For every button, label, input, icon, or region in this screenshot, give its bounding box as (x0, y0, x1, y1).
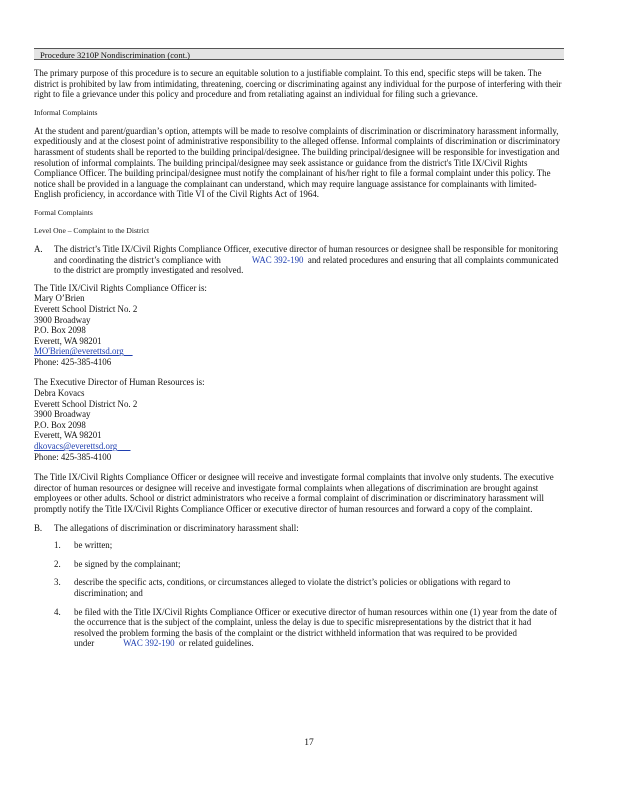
compliance-officer-contact (34, 283, 562, 368)
officer-email-link[interactable]: MO'Brien@everettsd.org (34, 346, 124, 357)
list-item: 3. describe the specific acts, conditions, or circumstances alleged to violate the district’s policies or obligations with regard to discrimination; and (54, 577, 511, 598)
officer-city: Everett, WA 98201 (34, 335, 102, 346)
officer-intro: The Title IX/Civil Rights Compliance Officer is: (34, 282, 207, 293)
item-b-label: B. (34, 522, 43, 533)
list-item: 1. be written; (54, 540, 113, 551)
officer-street: 3900 Broadway (34, 314, 91, 325)
intro-paragraph: The primary purpose of this procedure is to secure an equitable solution to a justifiable complaint. To this end, specific steps will be taken. The district is prohibited by law from intimidating, threatening, coercing or discriminating against any individual for the purpose of interfering with their right to file a grievance under this policy and procedure and from retaliating against an individual for filing such a grievance. (34, 68, 562, 100)
formal-complaints-heading: Formal Complaints (34, 207, 93, 217)
page-number: 17 (304, 738, 314, 748)
officer-phone: Phone: 425-385-4106 (34, 356, 112, 367)
allegation-requirements-list (34, 540, 562, 649)
hr-director-contact (34, 377, 562, 462)
level-one-heading: Level One – Complaint to the District (34, 225, 150, 235)
officer-org: Everett School District No. 2 (34, 303, 138, 314)
procedure-header: Procedure 3210P Nondiscrimination (cont.) (34, 48, 564, 60)
hr-email-link[interactable]: dkovacs@everettsd.org (34, 441, 118, 452)
item-a (34, 244, 562, 276)
wac-link[interactable]: WAC 392-190 (123, 638, 175, 649)
informal-complaints-heading: Informal Complaints (34, 107, 98, 117)
item-b (34, 523, 562, 534)
hr-po-box: P.O. Box 2098 (34, 419, 86, 430)
hr-street: 3900 Broadway (34, 409, 91, 420)
informal-complaints-paragraph: At the student and parent/guardian’s option, attempts will be made to resolve complaints of discrimination or discriminatory harassment informally, expeditiously and at the closest point of administrative responsibility to the alleged offense. Informal complaints of discrimination or discriminatory harassment of students shall be reported to the building principal/designee. The building principal/designee will be responsible for investigation and resolution of informal complaints. The building principal/designee may seek assistance or guidance from the district's Title IX/Civil Rights Compliance Officer. The building principal/designee must notify the complainant of his/her right to file a formal complaint under this policy. The notice shall be provided in a language the complainant can understand, which may require language assistance for complainants with limited-English proficiency, in accordance with Title VI of the Civil Rights Act of 1964. (34, 125, 561, 200)
list-item: 4. be filed with the Title IX/Civil Rights Compliance Officer or executive director of human resources within one (1) year from the date of the occurrence that is the subject of the complaint, unless the delay is due to specific misrepresentations by the district that it had resolved the problem forming the basis of the complaint or the district withheld information that was required to be provided under WAC 392-190 or related guidelines. (54, 606, 557, 649)
hr-city: Everett, WA 98201 (34, 430, 102, 441)
investigation-paragraph: The Title IX/Civil Rights Compliance Officer or designee will receive and investigate formal complaints that involve only students. The executive director of human resources or designee will receive and investigate formal complaints when allegations of discrimination are brought against employees or other adults. School or district administrators who receive a formal complaint of discrimination or discriminatory harassment will promptly notify the Title IX/Civil Rights Compliance Officer or executive director of human resources and forward a copy of the complaint. (34, 472, 554, 514)
list-item: 2. be signed by the complainant; (54, 558, 181, 569)
officer-name: Mary O’Brien (34, 293, 85, 304)
item-b-text: The allegations of discrimination or discriminatory harassment shall: (54, 522, 299, 533)
officer-po-box: P.O. Box 2098 (34, 325, 86, 336)
item-a-text: The district’s Title IX/Civil Rights Compliance Officer, executive director of human resources or designee shall be responsible for monitoring and coordinating the district’s compliance with WAC 392-190 and related procedures and ensuring that all complaints communicated to the district are promptly investigated and resolved. (54, 243, 559, 276)
document-body (34, 68, 562, 657)
hr-phone: Phone: 425-385-4100 (34, 451, 112, 462)
hr-org: Everett School District No. 2 (34, 398, 138, 409)
wac-link[interactable]: WAC 392-190 (251, 254, 304, 265)
hr-intro: The Executive Director of Human Resources is: (34, 377, 205, 388)
item-a-label: A. (34, 243, 43, 254)
hr-name: Debra Kovacs (34, 388, 85, 399)
